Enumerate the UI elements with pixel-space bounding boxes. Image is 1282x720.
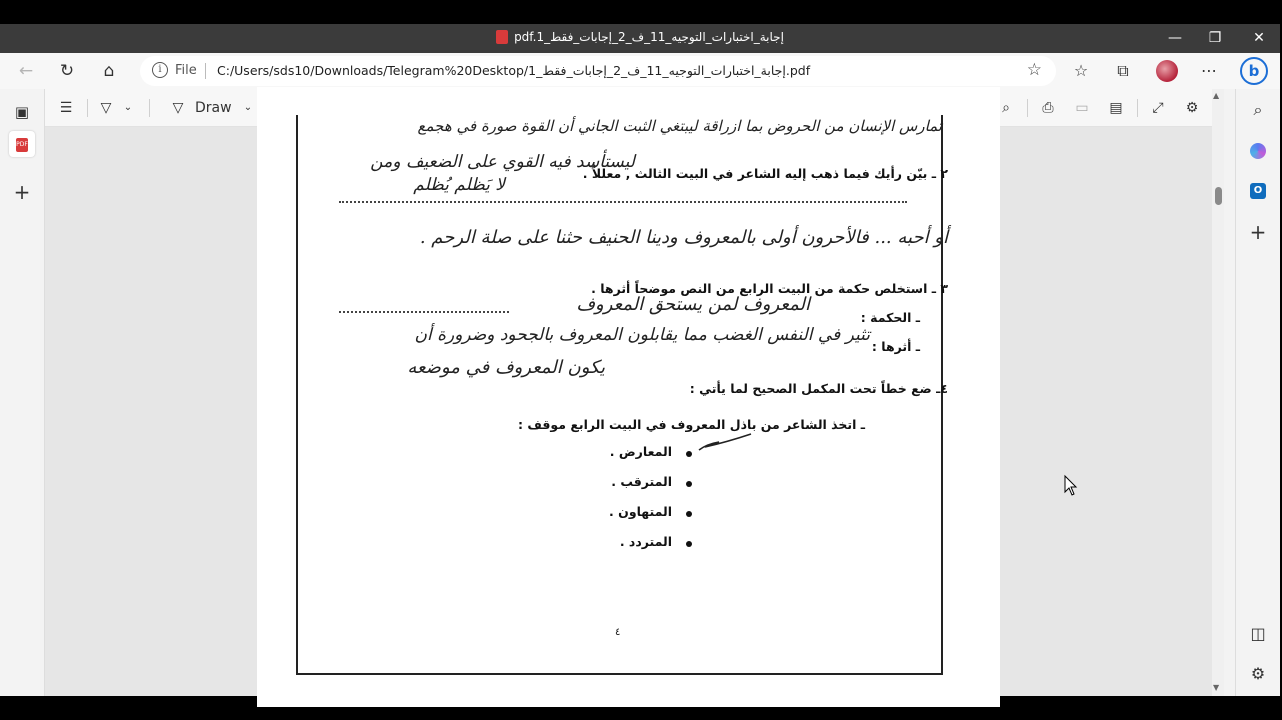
option-bullet	[686, 481, 692, 487]
chevron-down-icon[interactable]: ⌄	[123, 102, 133, 113]
add-favorite-icon[interactable]: ☆	[1026, 60, 1042, 80]
toolbar-separator	[1137, 99, 1138, 117]
bing-icon[interactable]: b	[1240, 57, 1268, 85]
handwritten-answer-top: تمارس الإنسان من الحروض بما ازراقة ليبتغي الثبت الجاني أن القوة صورة في هجمع	[417, 117, 942, 135]
restore-button[interactable]: ❐	[1208, 30, 1222, 46]
handwritten-checkmark	[697, 432, 753, 454]
vertical-scrollbar[interactable]	[1212, 89, 1224, 696]
draw-button[interactable]: Draw	[195, 100, 232, 116]
scroll-up-icon[interactable]: ▲	[1213, 91, 1220, 100]
chevron-down-icon[interactable]: ⌄	[243, 102, 253, 113]
collections-icon[interactable]: ⧉	[1117, 61, 1129, 80]
url-text[interactable]: C:/Users/sds10/Downloads/Telegram%20Desktop/1_إجابة_اختبارات_التوجيه_11_ف_2_إجابات_فقط.pdf	[217, 63, 811, 78]
back-arrow-icon[interactable]: ←	[18, 61, 34, 81]
highlight-icon[interactable]: ▽	[100, 100, 112, 116]
toolbar-separator	[1027, 99, 1028, 117]
pdf-page	[257, 87, 1000, 707]
tab-pdf[interactable]	[9, 131, 35, 157]
url-separator	[205, 63, 206, 79]
copilot-icon[interactable]	[1245, 137, 1271, 163]
favorites-icon[interactable]: ☆	[1073, 61, 1089, 80]
handwritten-answer: أو أحبه ... فالأحرون أولى بالمعروف ودينا الحنيف حثنا على صلة الرحم .	[419, 227, 948, 248]
handwritten-answer: المعروف لمن يستحق المعروف	[576, 294, 810, 315]
fullscreen-icon[interactable]: ⤢	[1152, 100, 1164, 116]
dotted-answer-line	[339, 311, 509, 313]
minimize-button[interactable]: —	[1168, 30, 1182, 46]
option-1: المعارض .	[609, 444, 672, 459]
mouse-cursor-icon	[1064, 475, 1078, 497]
hide-sidebar-icon[interactable]: ◫	[1250, 624, 1266, 643]
scrollbar-thumb[interactable]	[1215, 187, 1222, 205]
file-scheme-label: File	[175, 63, 197, 78]
refresh-icon[interactable]: ↻	[59, 61, 75, 81]
settings-gear-icon[interactable]: ⚙	[1185, 100, 1199, 116]
home-icon[interactable]: ⌂	[103, 61, 115, 81]
handwritten-answer: تثير في النفس الغضب مما يقابلون المعروف بالجحود وضرورة أن	[414, 325, 870, 345]
toolbar-separator	[149, 99, 150, 117]
option-bullet	[686, 451, 692, 457]
question-4-stem: ـ اتخذ الشاعر من باذل المعروف في البيت الرابع موقف :	[518, 417, 865, 432]
address-bar	[0, 53, 1280, 89]
option-2: المترقب .	[611, 474, 672, 489]
option-3: المتهاون .	[609, 504, 672, 519]
page-number: ٤	[615, 627, 621, 638]
add-sidebar-app-icon[interactable]: +	[1249, 220, 1267, 244]
outlook-icon[interactable]	[1245, 177, 1271, 203]
new-tab-icon[interactable]: +	[13, 180, 31, 204]
browser-window	[0, 24, 1280, 696]
toolbar-separator	[87, 99, 88, 117]
handwritten-answer: لا يَظلم يُظلم	[413, 175, 505, 195]
search-icon[interactable]: ⌕	[1002, 100, 1010, 116]
sidebar-settings-icon[interactable]: ⚙	[1250, 664, 1266, 683]
save-icon[interactable]: ▭	[1075, 100, 1089, 116]
close-button[interactable]: ✕	[1253, 30, 1265, 46]
dotted-answer-line	[339, 201, 907, 203]
draw-icon[interactable]: ▽	[172, 100, 184, 116]
vertical-tabs-bar	[0, 89, 45, 696]
profile-avatar[interactable]	[1156, 60, 1178, 82]
pdf-viewer[interactable]	[45, 117, 1212, 696]
option-bullet	[686, 541, 692, 547]
outlook-logo: O	[1250, 183, 1266, 199]
url-field[interactable]	[140, 56, 1056, 86]
sidebar-search-icon[interactable]: ⌕	[1253, 100, 1263, 119]
question-3: ٣ ـ استخلص حكمة من البيت الرابع من النص موضحاً أثرها .	[591, 281, 948, 296]
option-4: المتردد .	[619, 534, 672, 549]
scroll-down-icon[interactable]: ▼	[1213, 683, 1220, 692]
effect-label: ـ أثرها :	[871, 339, 920, 354]
info-icon[interactable]: i	[152, 62, 168, 78]
copilot-logo	[1250, 143, 1266, 159]
contents-icon[interactable]: ☰	[59, 100, 73, 116]
question-2: ٢ ـ بيّن رأيك فيما ذهب إليه الشاعر في البيت الثالث , معللاً .	[582, 166, 948, 181]
handwritten-answer: يكون المعروف في موضعه	[407, 357, 605, 378]
save-as-icon[interactable]: ▤	[1109, 100, 1123, 116]
option-bullet	[686, 511, 692, 517]
wisdom-label: ـ الحكمة :	[860, 310, 920, 325]
handwritten-answer: ليستأسد فيه القوي على الضعيف ومن	[370, 152, 635, 172]
print-icon[interactable]: ⎙	[1042, 100, 1054, 116]
window-title-text: pdf.1_إجابة_اختبارات_التوجيه_11_ف_2_إجابات_فقط	[514, 30, 784, 44]
more-menu-icon[interactable]: ⋯	[1201, 61, 1217, 80]
question-4: ٤ـ ضع خطاً تحت المكمل الصحيح لما يأتي :	[689, 381, 948, 396]
tab-actions-icon[interactable]: ▣	[14, 103, 30, 121]
edge-sidebar	[1235, 89, 1280, 696]
window-title	[0, 30, 1280, 44]
title-bar	[0, 24, 1280, 53]
pdf-file-icon	[496, 30, 508, 44]
pdf-tab-icon: PDF	[16, 138, 28, 152]
